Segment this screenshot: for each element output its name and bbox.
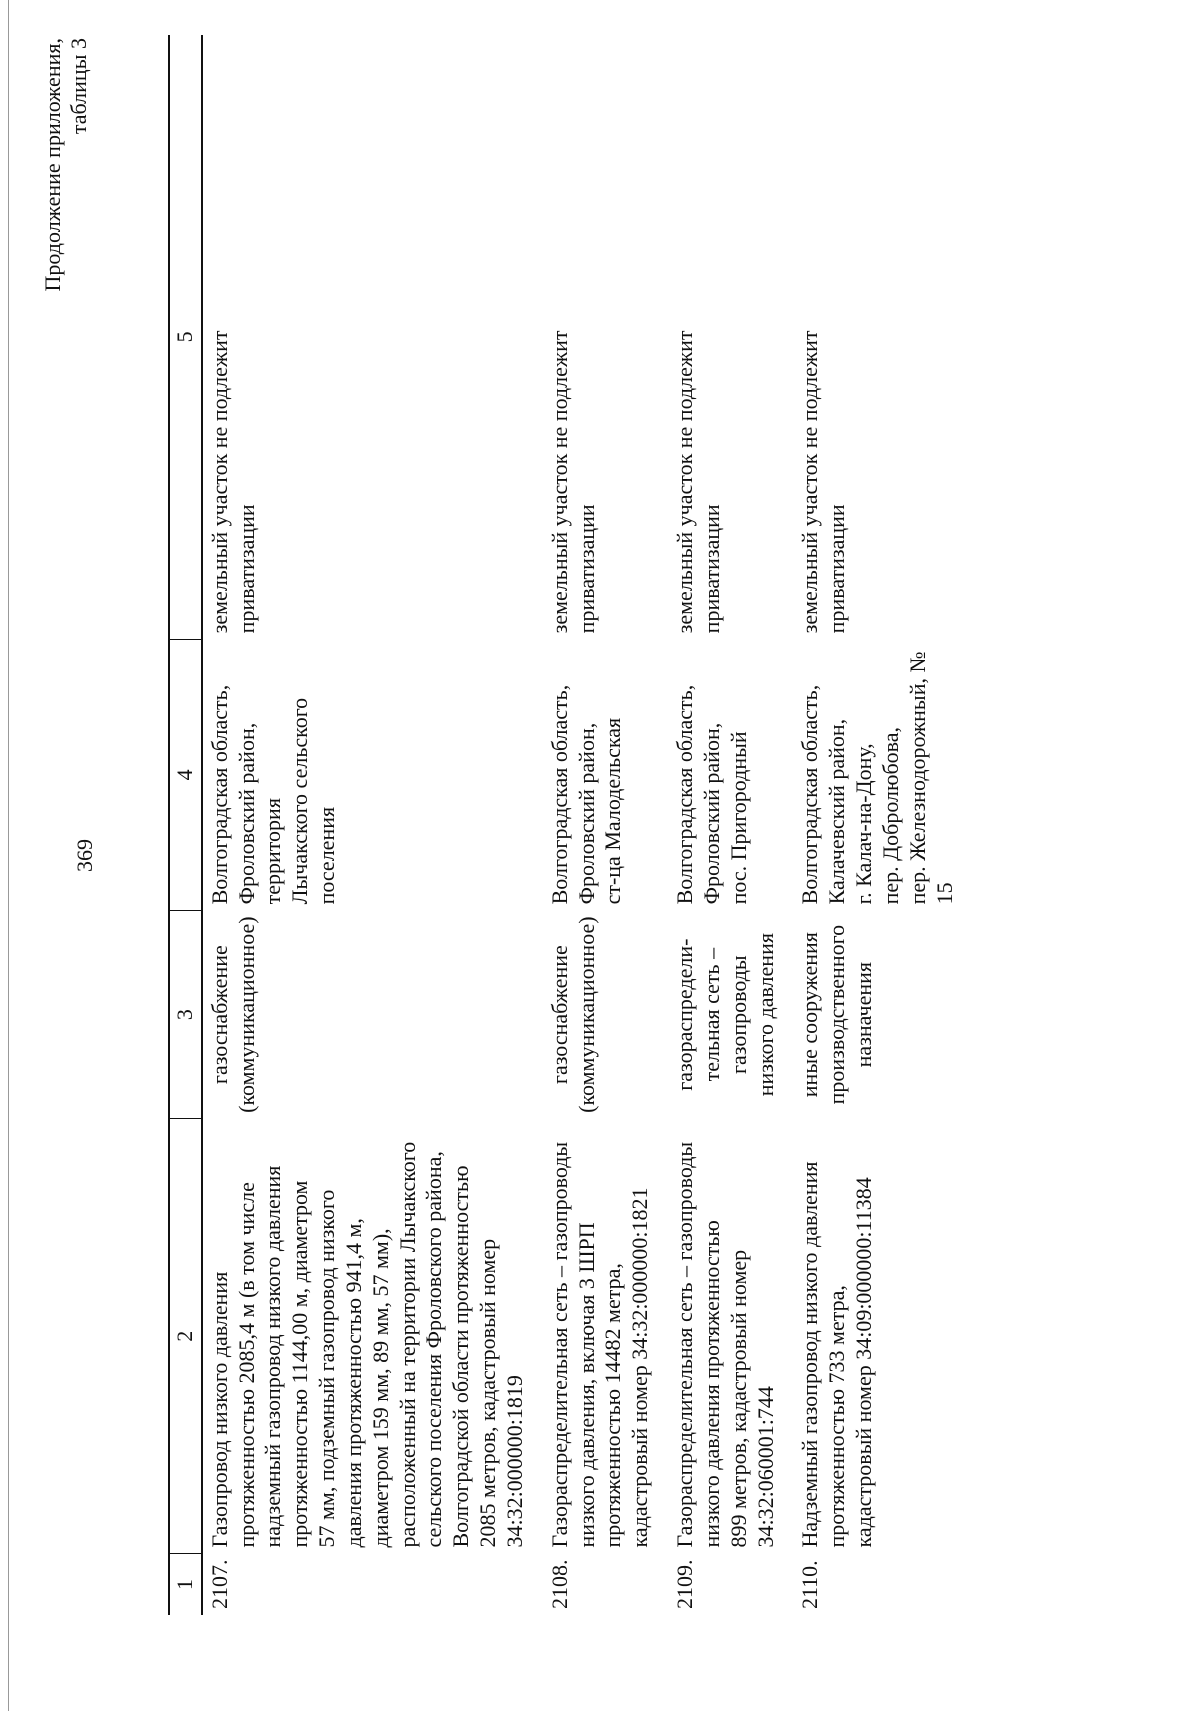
column-header: 5 xyxy=(169,35,202,639)
row-number: 2110. xyxy=(797,1560,823,1609)
object-name: Газопровод низкого давления протяженностью 2085,4 м (в том числе надземный газопровод низкого давления протяженностью 1144,00 м, диаметром 57 мм, подземный газопровод низкого давления протяженностью 941,4 м, диаметром 159 мм, 89 мм, 57 мм), расположенный на территории Лычакского сельского поселения Фроловского района, Волгоградской области протяженностью 2085 метров, кадастровый номер 34:32:000000:1819 xyxy=(206,1141,527,1548)
table-row xyxy=(668,35,793,1615)
column-header: 3 xyxy=(169,910,202,1118)
object-note: земельный участок не подлежит приватизации xyxy=(672,330,724,634)
row-number: 2107. xyxy=(206,1559,232,1609)
object-name: Газораспределительная сеть – газопроводы низкого давления, включая 3 ШРП протяженностью 14482 метра, кадастровый номер 34:32:000000:1821 xyxy=(546,1141,653,1548)
column-header: 1 xyxy=(169,1554,202,1616)
row-number: 2109. xyxy=(672,1559,698,1609)
top-edge-line xyxy=(8,0,9,1711)
property-table xyxy=(168,35,972,1615)
column-header: 4 xyxy=(169,639,202,910)
object-purpose: газораспредели- тельная сеть – газопроводы низкого давления xyxy=(672,933,778,1097)
table-row xyxy=(202,35,543,1615)
object-note: земельный участок не подлежит приватизации xyxy=(206,330,259,634)
object-name: Надземный газопровод низкого давления протяженностью 733 метра, кадастровый номер 34:09:000000:11384 xyxy=(797,1161,877,1548)
table-row xyxy=(793,35,972,1615)
table-row xyxy=(543,35,668,1615)
object-note: земельный участок не подлежит приватизации xyxy=(546,330,599,634)
row-number: 2108. xyxy=(546,1559,572,1609)
column-header: 2 xyxy=(169,1119,202,1554)
object-note: земельный участок не подлежит приватизации xyxy=(797,330,850,634)
table-header-row xyxy=(169,35,202,1615)
object-address: Волгоградская область, Калачевский район, г. Калач-на-Дону, пер. Добролюбова, пер. Железнодорожный, № 15 xyxy=(797,651,957,905)
object-purpose: иные сооружения производственного назначения xyxy=(797,924,877,1105)
object-address: Волгоградская область, Фроловский район, территория Лычакского сельского поселения xyxy=(206,684,340,905)
object-name: Газораспределительная сеть – газопроводы низкого давления протяженностью 899 метров, кадастровый номер 34:32:060001:744 xyxy=(672,1141,778,1548)
object-purpose: газоснабжение (коммуникационное) xyxy=(206,916,259,1113)
object-address: Волгоградская область, Фроловский район, пос. Пригородный xyxy=(672,684,751,905)
object-address: Волгоградская область, Фроловский район, ст-ца Малодельская xyxy=(546,684,626,905)
object-purpose: газоснабжение (коммуникационное) xyxy=(546,916,599,1113)
page-number: 369 xyxy=(72,839,97,872)
continuation-note: Продолжение приложения, таблицы 3 xyxy=(40,38,92,292)
